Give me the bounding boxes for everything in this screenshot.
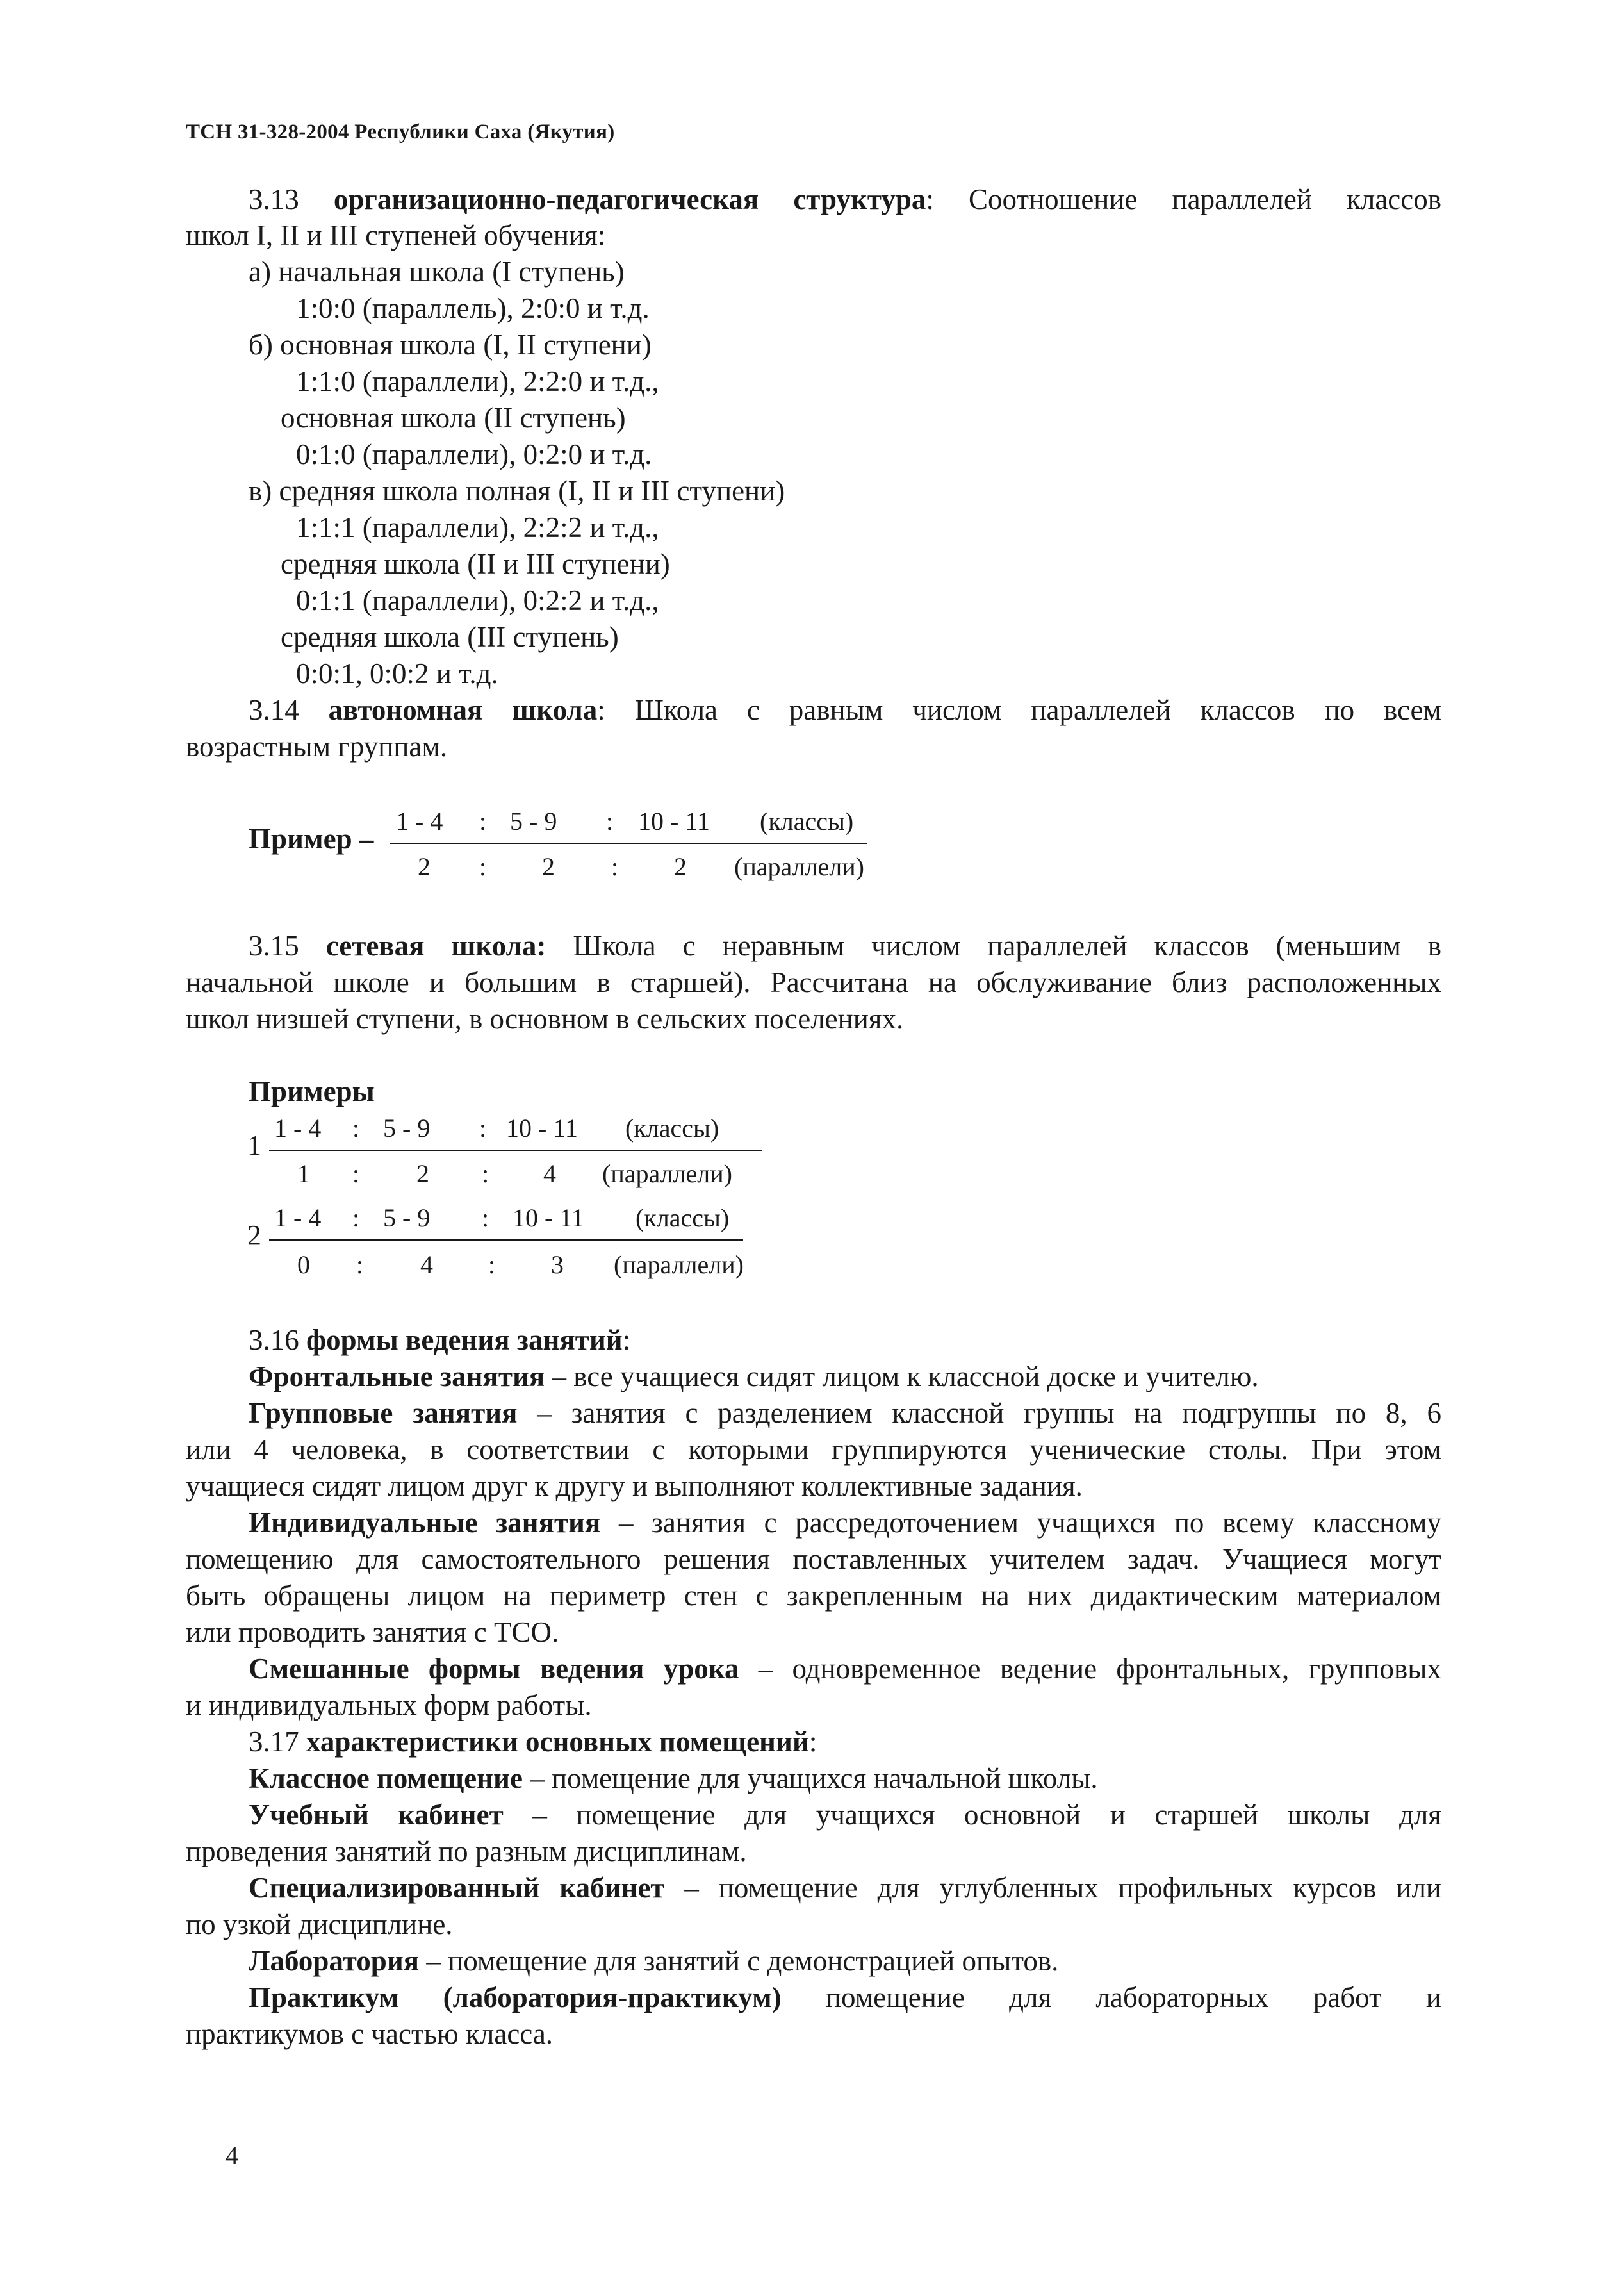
- fraction-bottom: 1: [297, 1159, 310, 1188]
- fraction-top: 5 - 9: [383, 1203, 431, 1232]
- list-item: 0:1:0 (параллели), 0:2:0 и т.д.: [296, 438, 652, 470]
- fraction-top: :: [479, 807, 487, 836]
- definition-specialized-line-1: Специализированный кабинет – помещение для углубленных профильных курсов или: [249, 1872, 1442, 1904]
- definition-laboratory: Лаборатория – помещение для занятий с демонстрацией опытов.: [249, 1945, 1059, 1977]
- example-label: Пример –: [249, 823, 374, 855]
- examples-label: Примеры: [249, 1075, 375, 1107]
- list-item: 0:1:1 (параллели), 0:2:2 и т.д.,: [296, 584, 659, 616]
- fraction-top: 1 - 4: [274, 1114, 322, 1143]
- fraction-bottom: 2: [418, 852, 431, 881]
- example-number: 1: [247, 1130, 261, 1161]
- fraction-bottom: 2: [674, 852, 687, 881]
- fraction-top: :: [352, 1114, 360, 1143]
- term-autonomous-school: автономная школа: [328, 694, 598, 726]
- fraction-line: [390, 843, 867, 844]
- definition-classroom: Классное помещение – помещение для учащихся начальной школы.: [249, 1762, 1098, 1794]
- term-network-school: сетевая школа:: [325, 930, 546, 962]
- list-item: средняя школа (II и III ступени): [281, 548, 670, 580]
- term-main-rooms: характеристики основных помещений: [306, 1726, 809, 1758]
- fraction-bottom: (параллели): [734, 852, 864, 881]
- definition-group-line-3: учащиеся сидят лицом друг к другу и выполняют коллективные задания.: [186, 1470, 1083, 1502]
- fraction-top: 10 - 11: [513, 1203, 584, 1232]
- fraction-bottom: 2: [542, 852, 555, 881]
- list-item: 1:0:0 (параллель), 2:0:0 и т.д.: [296, 292, 650, 324]
- definition-group-line-2: или 4 человека, в соответствии с которыми группируются ученические столы. При этом: [186, 1433, 1441, 1466]
- fraction-bottom: :: [356, 1250, 364, 1279]
- list-item: основная школа (II ступень): [281, 402, 626, 434]
- document-header: ТСН 31-328-2004 Республики Саха (Якутия): [186, 120, 615, 144]
- definition-individual-line-2: помещению для самостоятельного решения поставленных учителем задач. Учащиеся могут: [186, 1543, 1441, 1575]
- fraction-bottom: :: [488, 1250, 496, 1279]
- fraction-top: 5 - 9: [510, 807, 557, 836]
- fraction-top: (классы): [760, 807, 854, 836]
- list-item: а) начальная школа (I ступень): [249, 256, 625, 288]
- definition-practicum-line-2: практикумов с частью класса.: [186, 2018, 554, 2050]
- fraction-bottom: 4: [420, 1250, 433, 1279]
- definition-individual-line-3: быть обращены лицом на периметр стен с закрепленным на них дидактическим материалом: [186, 1580, 1441, 1612]
- fraction-top: 10 - 11: [506, 1114, 578, 1143]
- list-item: 1:1:0 (параллели), 2:2:0 и т.д.,: [296, 365, 659, 397]
- fraction-bottom: :: [611, 852, 619, 881]
- list-item: в) средняя школа полная (I, II и III ступени): [249, 475, 785, 507]
- example-number: 2: [247, 1219, 261, 1251]
- fraction-bottom: 2: [416, 1159, 429, 1188]
- section-3-13-line-1: 3.13 организационно-педагогическая структура: Соотношение параллелей классов: [249, 183, 1441, 215]
- fraction-bottom: (параллели): [602, 1159, 732, 1188]
- fraction-bottom: :: [352, 1159, 360, 1188]
- definition-mixed-line-2: и индивидуальных форм работы.: [186, 1689, 592, 1721]
- definition-cabinet-line-2: проведения занятий по разным дисциплинам.: [186, 1835, 747, 1867]
- fraction-top: :: [479, 1114, 487, 1143]
- list-item: 1:1:1 (параллели), 2:2:2 и т.д.,: [296, 511, 659, 543]
- section-3-15-line-1: 3.15 сетевая школа: Школа с неравным числом параллелей классов (меньшим в: [249, 930, 1442, 962]
- section-3-16-title: 3.16 формы ведения занятий:: [249, 1324, 631, 1356]
- definition-frontal: Фронтальные занятия – все учащиеся сидят лицом к классной доске и учителю.: [249, 1360, 1259, 1392]
- fraction-top: (классы): [625, 1114, 719, 1143]
- fraction-line: [269, 1150, 762, 1151]
- fraction-bottom: :: [479, 852, 487, 881]
- section-3-13-line-2: школ I, II и III ступеней обучения:: [186, 219, 606, 251]
- term-lesson-forms: формы ведения занятий: [306, 1324, 623, 1356]
- definition-cabinet-line-1: Учебный кабинет – помещение для учащихся основной и старшей школы для: [249, 1799, 1441, 1831]
- fraction-bottom: :: [482, 1159, 489, 1188]
- fraction-line: [269, 1239, 743, 1241]
- fraction-top: :: [606, 807, 614, 836]
- fraction-bottom: (параллели): [614, 1250, 744, 1279]
- list-item: б) основная школа (I, II ступени): [249, 329, 652, 361]
- fraction-bottom: 4: [543, 1159, 556, 1188]
- section-3-14-line-1: 3.14 автономная школа: Школа с равным числом параллелей классов по всем: [249, 694, 1442, 726]
- fraction-top: 1 - 4: [396, 807, 443, 836]
- fraction-top: 5 - 9: [383, 1114, 431, 1143]
- definition-individual-line-4: или проводить занятия с ТСО.: [186, 1616, 559, 1648]
- fraction-top: 1 - 4: [274, 1203, 322, 1232]
- definition-mixed-line-1: Смешанные формы ведения урока – одновременное ведение фронтальных, групповых: [249, 1653, 1441, 1685]
- fraction-bottom: 3: [551, 1250, 564, 1279]
- list-item: 0:0:1, 0:0:2 и т.д.: [296, 657, 498, 690]
- fraction-top: :: [352, 1203, 360, 1232]
- section-3-15-line-3: школ низшей ступени, в основном в сельских поселениях.: [186, 1003, 904, 1035]
- section-3-14-line-2: возрастным группам.: [186, 731, 448, 763]
- fraction-bottom: 0: [297, 1250, 310, 1279]
- term-org-ped-structure: организационно-педагогическая структура: [333, 183, 926, 215]
- definition-group-line-1: Групповые занятия – занятия с разделением классной группы на подгруппы по 8, 6: [249, 1397, 1441, 1429]
- section-3-15-line-2: начальной школе и большим в старшей). Рассчитана на обслуживание близ расположенных: [186, 966, 1441, 998]
- section-3-17-title: 3.17 характеристики основных помещений:: [249, 1726, 817, 1758]
- definition-specialized-line-2: по узкой дисциплине.: [186, 1908, 453, 1940]
- definition-individual-line-1: Индивидуальные занятия – занятия с рассредоточением учащихся по всему классному: [249, 1507, 1442, 1539]
- page-number: 4: [226, 2141, 238, 2170]
- list-item: средняя школа (III ступень): [281, 621, 619, 653]
- fraction-top: 10 - 11: [638, 807, 710, 836]
- fraction-top: (классы): [636, 1203, 730, 1232]
- fraction-top: :: [482, 1203, 489, 1232]
- definition-practicum-line-1: Практикум (лаборатория-практикум) помещение для лабораторных работ и: [249, 1981, 1442, 2013]
